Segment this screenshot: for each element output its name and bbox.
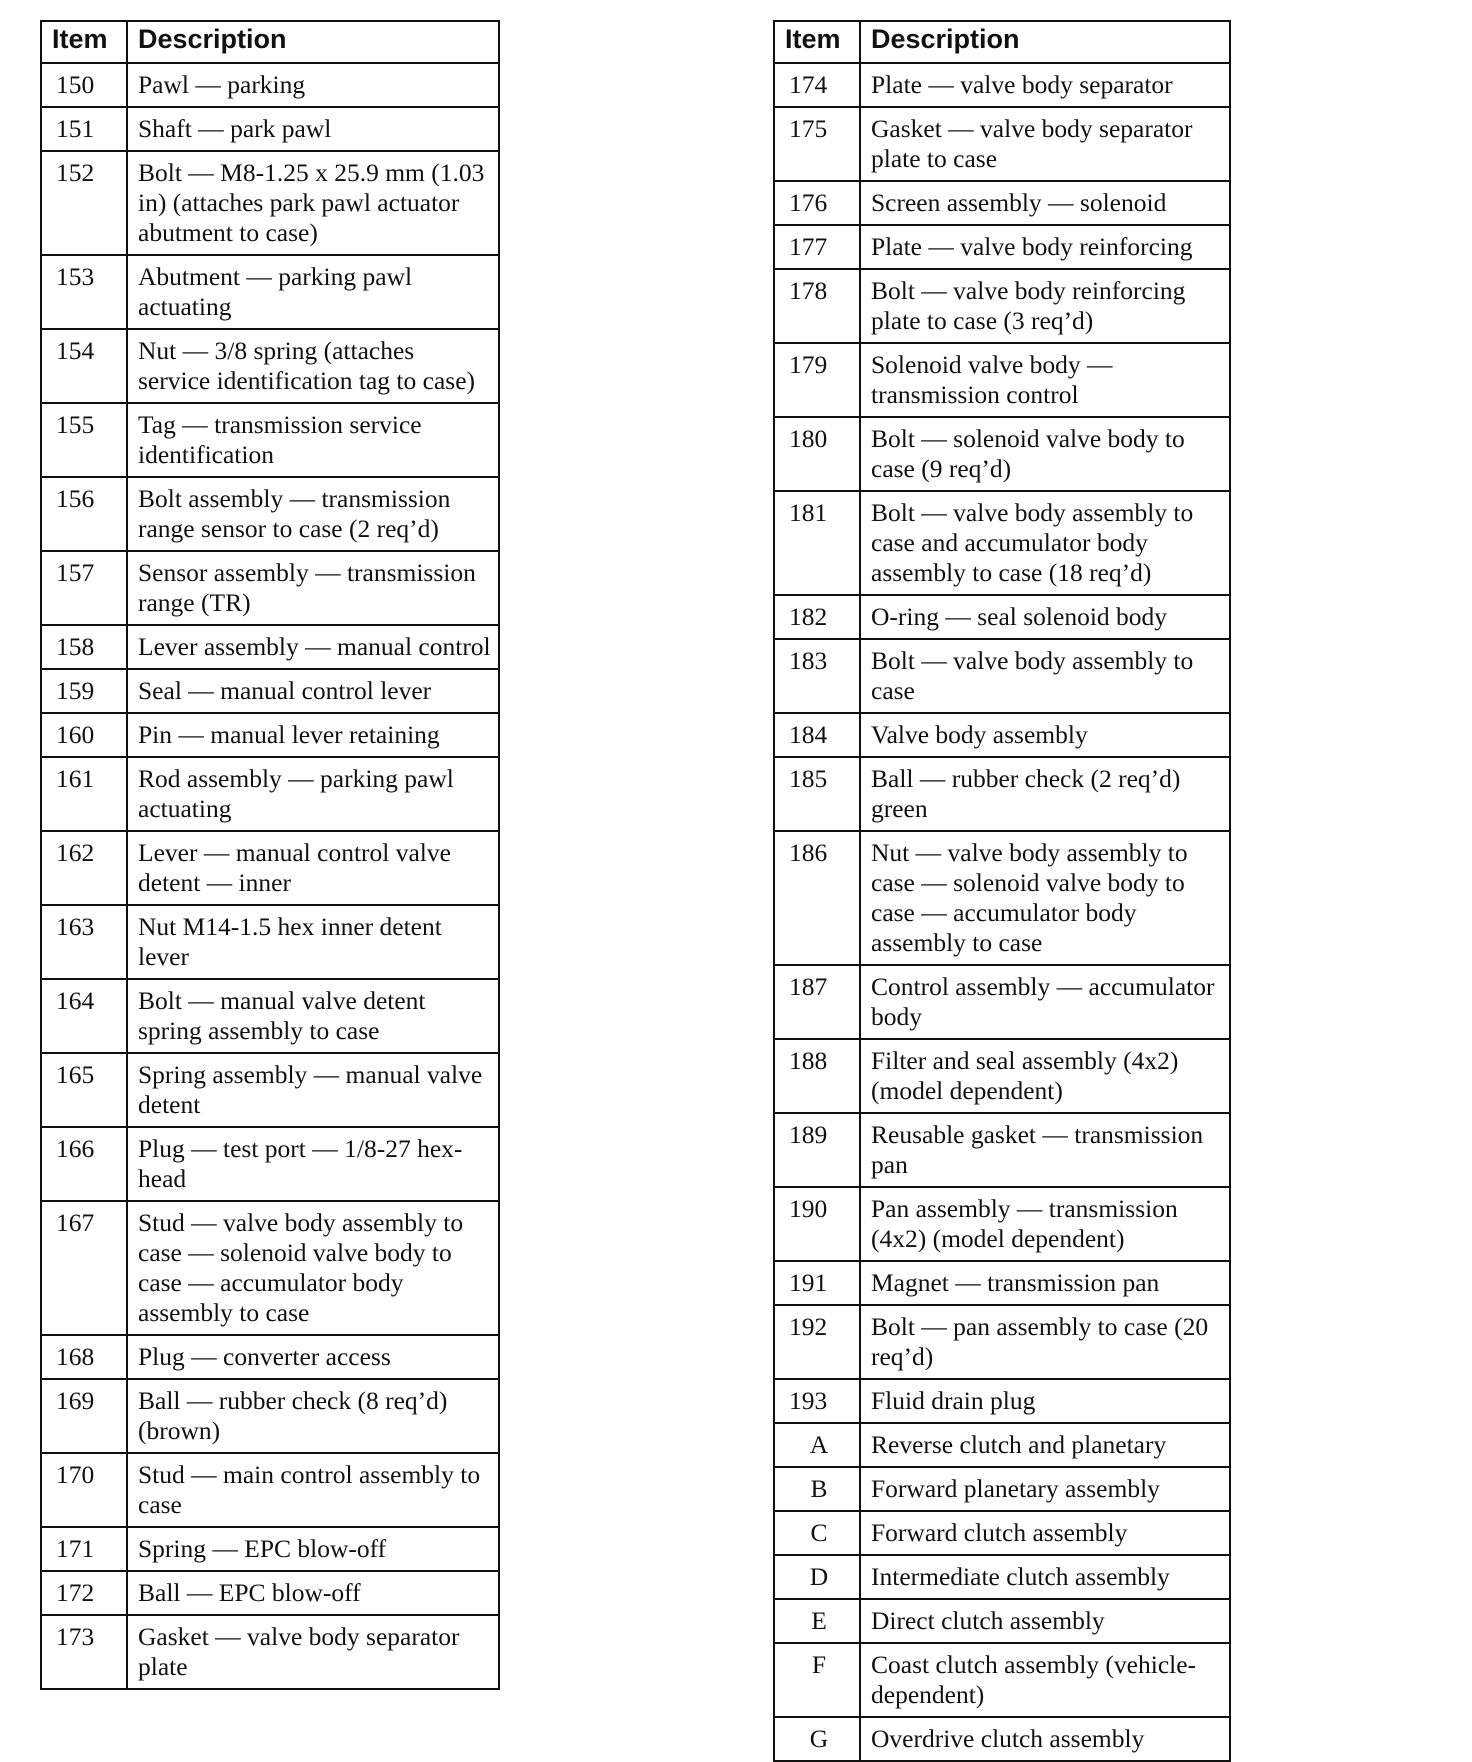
item-number: 164 <box>41 979 127 1053</box>
item-number: D <box>774 1555 860 1599</box>
item-description: Sensor assembly — transmission range (TR) <box>127 551 499 625</box>
item-number: E <box>774 1599 860 1643</box>
item-description: Gasket — valve body separator plate <box>127 1615 499 1689</box>
item-description: Reverse clutch and planetary <box>860 1423 1230 1467</box>
item-number: 151 <box>41 107 127 151</box>
item-number: 178 <box>774 269 860 343</box>
item-description: Bolt assembly — transmission range sensor to case (2 req’d) <box>127 477 499 551</box>
table-row <box>41 255 499 329</box>
parts-table-left <box>40 20 500 1690</box>
item-description: Direct clutch assembly <box>860 1599 1230 1643</box>
item-description: Screen assembly — solenoid <box>860 181 1230 225</box>
table-row <box>774 1423 1230 1467</box>
item-number: 186 <box>774 831 860 965</box>
table-row <box>774 1039 1230 1113</box>
table-row <box>41 107 499 151</box>
item-number: 187 <box>774 965 860 1039</box>
table-row <box>41 1571 499 1615</box>
item-number: 172 <box>41 1571 127 1615</box>
table-row <box>41 669 499 713</box>
item-description: Intermediate clutch assembly <box>860 1555 1230 1599</box>
item-description: Plate — valve body reinforcing <box>860 225 1230 269</box>
item-number: 173 <box>41 1615 127 1689</box>
item-description: Stud — valve body assembly to case — solenoid valve body to case — accumulator body assembly to case <box>127 1201 499 1335</box>
table-row <box>774 1643 1230 1717</box>
item-column-header: Item <box>41 21 127 63</box>
table-row <box>774 63 1230 107</box>
item-description: Lever assembly — manual control <box>127 625 499 669</box>
item-description: Plate — valve body separator <box>860 63 1230 107</box>
description-column-header: Description <box>127 21 499 63</box>
table-row <box>41 1201 499 1335</box>
item-description: Ball — rubber check (2 req’d) green <box>860 757 1230 831</box>
item-number: 163 <box>41 905 127 979</box>
item-number: F <box>774 1643 860 1717</box>
table-row <box>774 107 1230 181</box>
item-number: 176 <box>774 181 860 225</box>
item-number: 177 <box>774 225 860 269</box>
item-description: Bolt — manual valve detent spring assembly to case <box>127 979 499 1053</box>
item-description: Stud — main control assembly to case <box>127 1453 499 1527</box>
item-description: Plug — converter access <box>127 1335 499 1379</box>
item-number: A <box>774 1423 860 1467</box>
item-description: Valve body assembly <box>860 713 1230 757</box>
table-row <box>774 1305 1230 1379</box>
parts-table-right <box>773 20 1231 1762</box>
item-number: 181 <box>774 491 860 595</box>
item-number: 170 <box>41 1453 127 1527</box>
item-number: 191 <box>774 1261 860 1305</box>
table-row <box>774 965 1230 1039</box>
table-row <box>41 329 499 403</box>
item-description: Bolt — solenoid valve body to case (9 req’d) <box>860 417 1230 491</box>
table-row <box>41 1127 499 1201</box>
item-number: 189 <box>774 1113 860 1187</box>
item-description: Ball — EPC blow-off <box>127 1571 499 1615</box>
table-row <box>41 477 499 551</box>
table-row <box>41 905 499 979</box>
item-number: 161 <box>41 757 127 831</box>
table-row <box>41 1527 499 1571</box>
item-number: 183 <box>774 639 860 713</box>
item-number: 162 <box>41 831 127 905</box>
table-row <box>41 151 499 255</box>
table-row <box>41 1615 499 1689</box>
item-number: 167 <box>41 1201 127 1335</box>
item-description: Forward planetary assembly <box>860 1467 1230 1511</box>
item-number: 182 <box>774 595 860 639</box>
item-description: Pawl — parking <box>127 63 499 107</box>
item-description: Nut — 3/8 spring (attaches service identification tag to case) <box>127 329 499 403</box>
table-row <box>774 491 1230 595</box>
table-row <box>774 831 1230 965</box>
item-description: Overdrive clutch assembly <box>860 1717 1230 1761</box>
item-number: 165 <box>41 1053 127 1127</box>
item-description: Pin — manual lever retaining <box>127 713 499 757</box>
item-description: Control assembly — accumulator body <box>860 965 1230 1039</box>
item-number: 184 <box>774 713 860 757</box>
item-number: 159 <box>41 669 127 713</box>
item-number: 153 <box>41 255 127 329</box>
header-row <box>41 21 499 63</box>
item-number: G <box>774 1717 860 1761</box>
table-row <box>774 1187 1230 1261</box>
item-description: Forward clutch assembly <box>860 1511 1230 1555</box>
item-description: Rod assembly — parking pawl actuating <box>127 757 499 831</box>
item-number: 155 <box>41 403 127 477</box>
item-number: 168 <box>41 1335 127 1379</box>
table-row <box>41 63 499 107</box>
item-number: 150 <box>41 63 127 107</box>
item-description: Nut — valve body assembly to case — solenoid valve body to case — accumulator body assembly to case <box>860 831 1230 965</box>
table-row <box>41 1379 499 1453</box>
item-number: 174 <box>774 63 860 107</box>
item-description: Tag — transmission service identification <box>127 403 499 477</box>
table-row <box>41 1053 499 1127</box>
item-number: 185 <box>774 757 860 831</box>
table-row <box>41 1453 499 1527</box>
item-description: Spring assembly — manual valve detent <box>127 1053 499 1127</box>
table-row <box>774 1555 1230 1599</box>
item-description: Reusable gasket — transmission pan <box>860 1113 1230 1187</box>
item-description: Nut M14-1.5 hex inner detent lever <box>127 905 499 979</box>
item-description: O-ring — seal solenoid body <box>860 595 1230 639</box>
item-description: Fluid drain plug <box>860 1379 1230 1423</box>
item-number: B <box>774 1467 860 1511</box>
item-number: 188 <box>774 1039 860 1113</box>
item-description: Filter and seal assembly (4x2) (model dependent) <box>860 1039 1230 1113</box>
item-description: Coast clutch assembly (vehicle-dependent) <box>860 1643 1230 1717</box>
table-row <box>41 551 499 625</box>
item-description: Pan assembly — transmission (4x2) (model dependent) <box>860 1187 1230 1261</box>
item-column-header: Item <box>774 21 860 63</box>
table-row <box>774 269 1230 343</box>
table-row <box>774 1113 1230 1187</box>
item-description: Lever — manual control valve detent — inner <box>127 831 499 905</box>
table-row <box>774 417 1230 491</box>
item-number: 179 <box>774 343 860 417</box>
table-row <box>41 979 499 1053</box>
table-row <box>774 713 1230 757</box>
table-row <box>774 639 1230 713</box>
item-description: Bolt — pan assembly to case (20 req’d) <box>860 1305 1230 1379</box>
table-row <box>41 713 499 757</box>
item-description: Spring — EPC blow-off <box>127 1527 499 1571</box>
item-description: Solenoid valve body — transmission control <box>860 343 1230 417</box>
item-number: 156 <box>41 477 127 551</box>
item-number: 192 <box>774 1305 860 1379</box>
description-column-header: Description <box>860 21 1230 63</box>
item-number: 158 <box>41 625 127 669</box>
item-description: Shaft — park pawl <box>127 107 499 151</box>
item-description: Bolt — M8-1.25 x 25.9 mm (1.03 in) (attaches park pawl actuator abutment to case) <box>127 151 499 255</box>
item-number: 157 <box>41 551 127 625</box>
item-number: 193 <box>774 1379 860 1423</box>
item-number: 166 <box>41 1127 127 1201</box>
item-description: Gasket — valve body separator plate to case <box>860 107 1230 181</box>
item-description: Magnet — transmission pan <box>860 1261 1230 1305</box>
item-number: 160 <box>41 713 127 757</box>
item-description: Seal — manual control lever <box>127 669 499 713</box>
item-number: C <box>774 1511 860 1555</box>
table-row <box>41 757 499 831</box>
table-row <box>41 403 499 477</box>
table-row <box>774 1599 1230 1643</box>
table-row <box>774 1717 1230 1761</box>
table-row <box>774 1511 1230 1555</box>
table-row <box>774 1379 1230 1423</box>
item-number: 175 <box>774 107 860 181</box>
table-row <box>774 757 1230 831</box>
item-description: Plug — test port — 1/8-27 hex-head <box>127 1127 499 1201</box>
item-number: 169 <box>41 1379 127 1453</box>
table-row <box>774 1261 1230 1305</box>
table-row <box>774 595 1230 639</box>
item-description: Bolt — valve body assembly to case and accumulator body assembly to case (18 req’d) <box>860 491 1230 595</box>
table-row <box>774 343 1230 417</box>
item-number: 180 <box>774 417 860 491</box>
item-number: 152 <box>41 151 127 255</box>
table-row <box>774 1467 1230 1511</box>
item-description: Ball — rubber check (8 req’d) (brown) <box>127 1379 499 1453</box>
item-number: 171 <box>41 1527 127 1571</box>
item-description: Bolt — valve body reinforcing plate to case (3 req’d) <box>860 269 1230 343</box>
table-row <box>774 225 1230 269</box>
item-description: Abutment — parking pawl actuating <box>127 255 499 329</box>
table-row <box>41 1335 499 1379</box>
item-description: Bolt — valve body assembly to case <box>860 639 1230 713</box>
item-number: 154 <box>41 329 127 403</box>
table-row <box>774 181 1230 225</box>
table-row <box>41 625 499 669</box>
table-row <box>41 831 499 905</box>
item-number: 190 <box>774 1187 860 1261</box>
header-row <box>774 21 1230 63</box>
